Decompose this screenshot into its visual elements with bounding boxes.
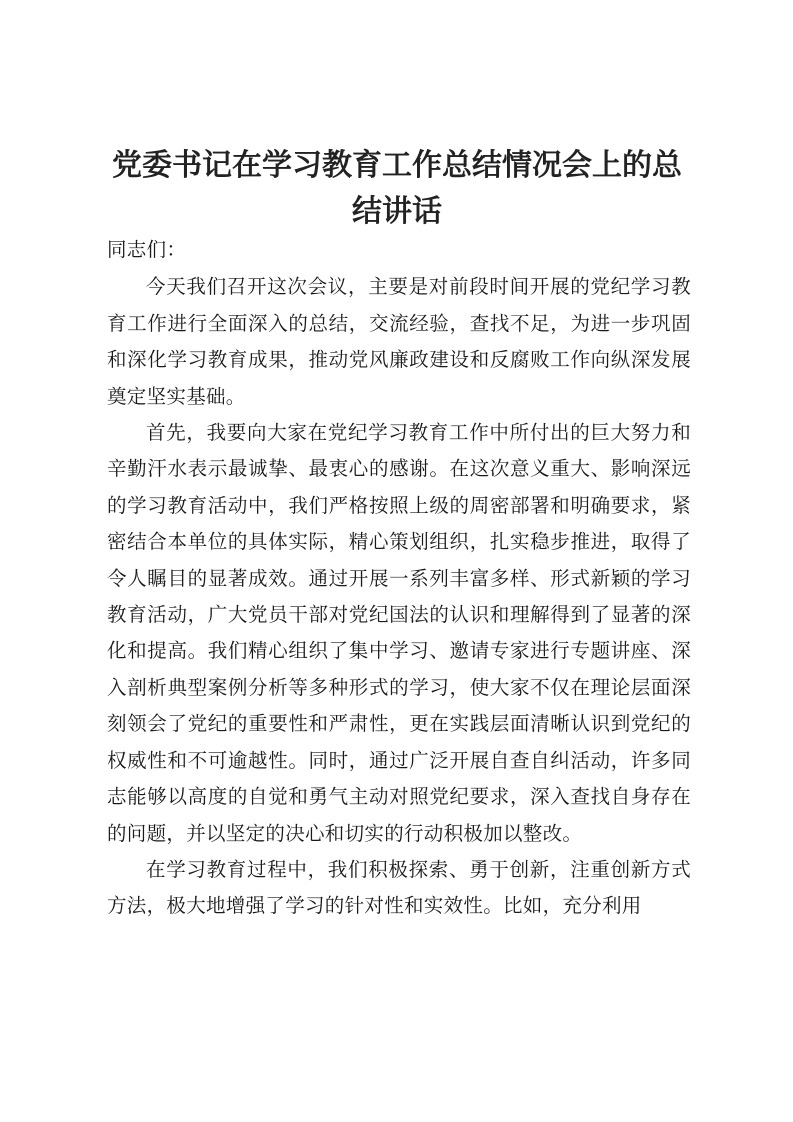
document-body	[107, 232, 691, 925]
paragraph-1: 今天我们召开这次会议，主要是对前段时间开展的党纪学习教育工作进行全面深入的总结，交流经验，查找不足，为进一步巩固和深化学习教育成果，推动党风廉政建设和反腐败工作向纵深发展奠定坚实基础。	[107, 275, 691, 408]
document-title: 党委书记在学习教育工作总结情况会上的总结讲话	[112, 148, 682, 229]
paragraph-3: 在学习教育过程中，我们积极探索、勇于创新，注重创新方式方法，极大地增强了学习的针对性和实效性。比如，充分利用	[107, 857, 691, 918]
paragraph-2: 首先，我要向大家在党纪学习教育工作中所付出的巨大努力和辛勤汗水表示最诚挚、最衷心的感谢。在这次意义重大、影响深远的学习教育活动中，我们严格按照上级的周密部署和明确要求，紧密结合本单位的具体实际，精心策划组织，扎实稳步推进，取得了令人瞩目的显著成效。通过开展一系列丰富多样、形式新颖的学习教育活动，广大党员干部对党纪国法的认识和理解得到了显著的深化和提高。我们精心组织了集中学习、邀请专家进行专题讲座、深入剖析典型案例分析等多种形式的学习，使大家不仅在理论层面深刻领会了党纪的重要性和严肃性，更在实践层面清晰认识到党纪的权威性和不可逾越性。同时，通过广泛开展自查自纠活动，许多同志能够以高度的自觉和勇气主动对照党纪要求，深入查找自身存在的问题，并以坚定的决心和切实的行动积极加以整改。	[107, 421, 691, 845]
salutation: 同志们：	[107, 238, 187, 261]
